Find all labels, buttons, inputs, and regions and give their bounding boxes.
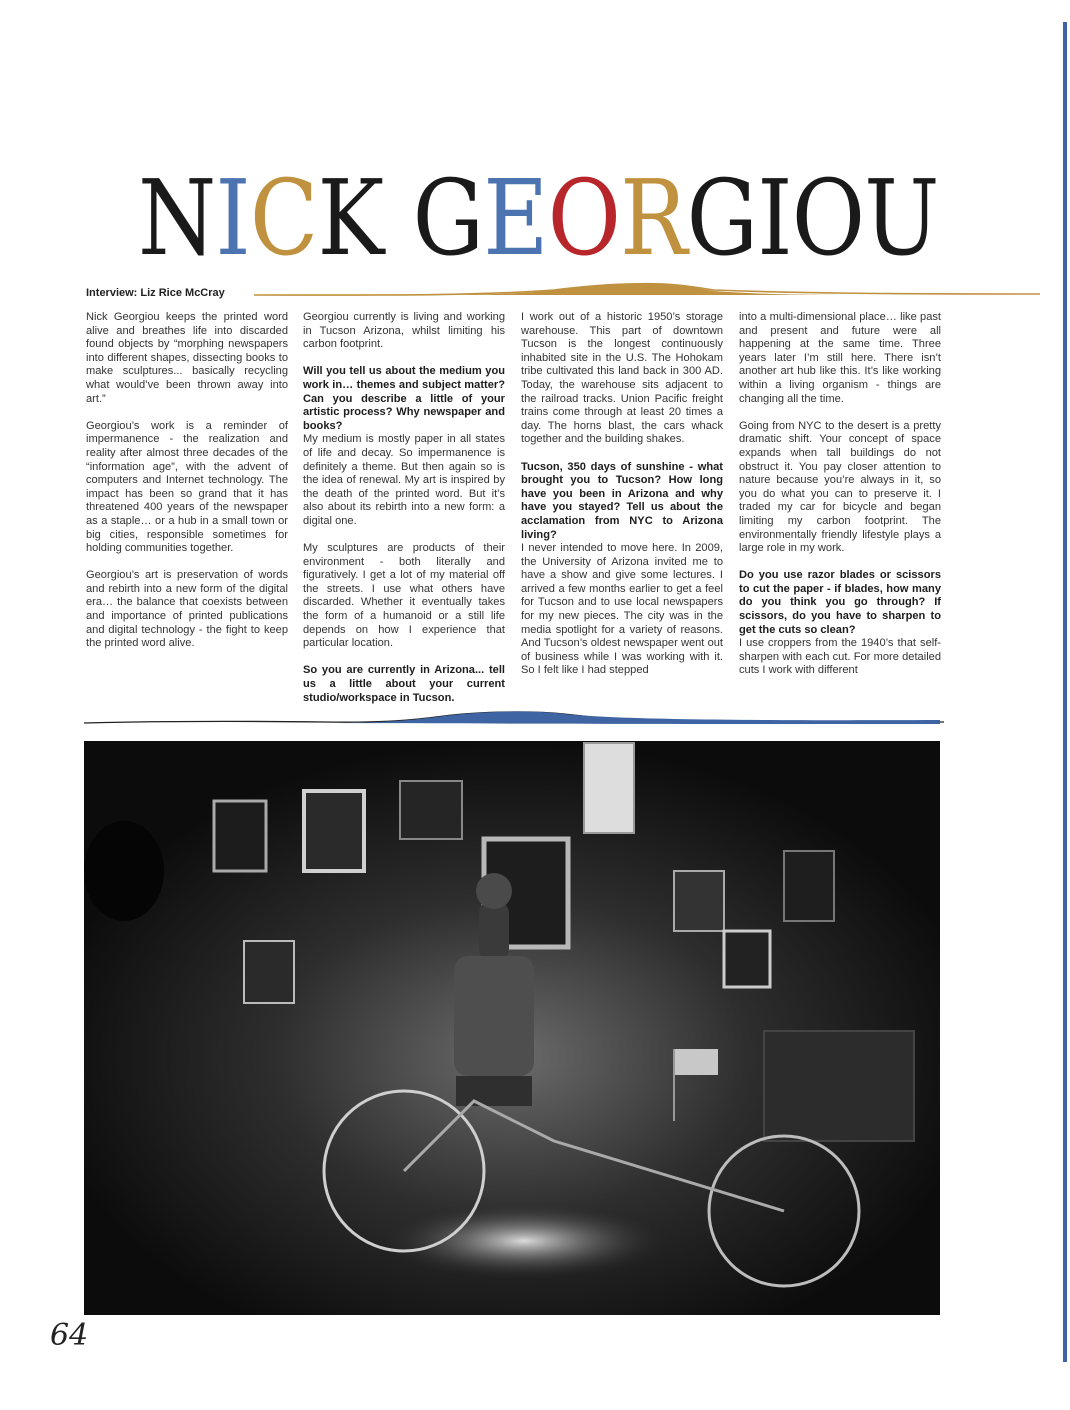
title-letter: O <box>547 157 621 279</box>
interview-answer: I never intended to move here. In 2009, the University of Arizona invited me to have a show and give some lectures. I arrived a few months earlier to get a feel for Tucson and to use local newspapers for my new pieces. The city was in the media spotlight for a variety of reasons. And Tucson’s oldest newspaper went out of business while I was working with it. So I felt like I had stepped <box>521 542 723 677</box>
interview-answer: My sculptures are products of their environment - both literally and figuratively. I get a lot of my material off the streets. I use what others have discarded. Whether it eventually takes the form of a humanoid or a still life depends on how I experience that particular location. <box>303 542 505 650</box>
page-edge-bar <box>1063 22 1067 1362</box>
body-paragraph: Georgiou’s art is preservation of words and rebirth into a new form of the digital era… the balance that coexists between and importance of printed publications and digital technology - the fight to keep the printed word alive. <box>86 569 288 650</box>
article-column-4 <box>739 311 941 692</box>
interview-answer: I use croppers from the 1940’s that self-sharpen with each cut. For more detailed cuts I work with different <box>739 637 941 677</box>
body-paragraph: Georgiou’s work is a reminder of impermanence - the realization and reality after almost three decades of the “information age”, with the advent of computers and Internet technology. The impact has been so grand that it has threatened 400 years of the newspaper as a staple… or a hub in a small town or big cities, responsible sometimes for holding communities together. <box>86 419 288 555</box>
title-letter: I <box>757 157 792 279</box>
title-letter: N <box>138 157 216 279</box>
body-paragraph: Georgiou currently is living and working in Tucson Arizona, whilst limiting his carbon footprint. <box>303 311 505 351</box>
title-letter: C <box>249 157 318 279</box>
title-letter: K <box>317 157 384 279</box>
interview-question: Will you tell us about the medium you work in… themes and subject matter? Can you describe a little of your artistic process? Why newspaper and books? <box>303 365 505 432</box>
studio-photograph <box>84 741 940 1315</box>
interview-question: Do you use razor blades or scissors to cut the paper - if blades, how many do you think you go through? If scissors, do you have to sharpen to get the cuts so clean? <box>739 569 941 636</box>
title-letter: O <box>791 157 865 279</box>
interview-answer: My medium is mostly paper in all states of life and decay. So impermanence is definitely a theme. But then again so is the idea of renewal. My art is inspired by the death of the printed word. But it’s also about its rebirth into a new form: a digital one. <box>303 433 505 527</box>
title-letter: G <box>686 157 758 279</box>
title-letter: U <box>864 157 939 279</box>
interview-credit: Interview: Liz Rice McCray <box>86 287 225 299</box>
title-space <box>383 158 412 278</box>
title-letter: G <box>412 157 484 279</box>
title-letter: E <box>483 157 548 279</box>
interview-question: So you are currently in Arizona... tell us a little about your current studio/workspace in Tucson. <box>303 664 505 704</box>
article-column-2 <box>303 311 505 705</box>
article-column-3 <box>521 311 723 692</box>
interview-answer: into a multi-dimensional place… like past and present and future were all happening at the same time. Three years later I’m still here. There isn’t another art hub like this. It’s like working within a living organism - things are changing all the time. <box>739 311 941 405</box>
gold-divider <box>254 281 1040 301</box>
title-letter: I <box>215 157 250 279</box>
interview-answer: I work out of a historic 1950’s storage warehouse. This part of downtown Tucson is the longest continuously inhabited site in the U.S. The Hohokam tribe cultivated this land back in 300 AD. Today, the warehouse sits adjacent to the railroad tracks. Union Pacific freight trains come through at least 20 times a day. The horns blast, the cars whack together and the building shakes. <box>521 311 723 446</box>
article-column-1 <box>86 311 288 664</box>
blue-divider <box>84 708 944 730</box>
interview-question: Tucson, 350 days of sunshine - what brought you to Tucson? How long have you been in Arizona and why have you stayed? Tell us about the acclamation from NYC to Arizona living? <box>521 460 723 541</box>
interview-answer: Going from NYC to the desert is a pretty dramatic shift. Your concept of space expands when tall buildings do not obstruct it. You pay closer attention to nature because you’re always in it, so you do what you can to preserve it. I traded my car for bicycle and began limiting my carbon footprint. The environmentally friendly lifestyle plays a large role in my work. <box>739 419 941 555</box>
intro-paragraph: Nick Georgiou keeps the printed word alive and breathes life into discarded found objects by “morphing newspapers into different shapes, dissecting books to make sculptures... basically recycling what would’ve been thrown away into art.” <box>86 311 288 405</box>
page-number: 64 <box>50 1318 89 1353</box>
title-letter: R <box>620 157 687 279</box>
article-title <box>138 157 939 279</box>
